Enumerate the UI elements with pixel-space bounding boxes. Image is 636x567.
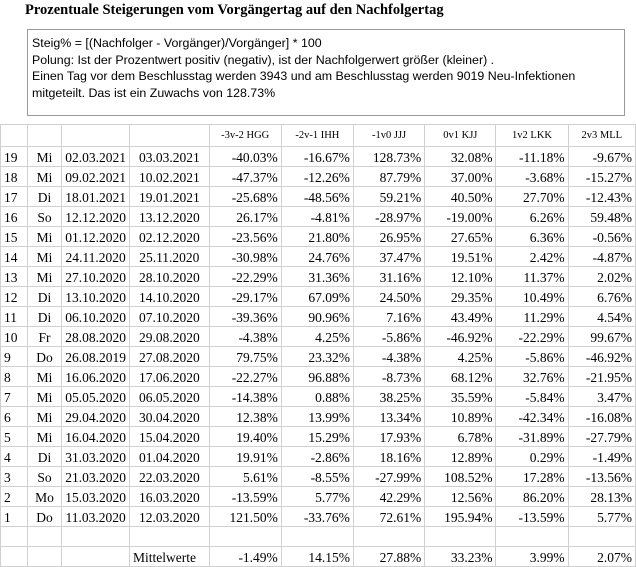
table-cell[interactable]: 30.04.2020	[130, 407, 210, 427]
column-header[interactable]: 2v3 MLL	[568, 125, 635, 147]
note-example-line-1: Einen Tag vor dem Beschlusstag werden 3943 und am Beschlusstag werden 9019 Neu-Infektionen	[32, 69, 576, 83]
table-cell[interactable]: Mittelwerte	[130, 547, 210, 567]
table-cell[interactable]: 18.16%	[353, 447, 424, 467]
table-cell[interactable]: 19.40%	[209, 427, 281, 447]
table-row	[1, 147, 636, 167]
table-cell[interactable]: -16.08%	[568, 407, 635, 427]
table-cell[interactable]: Di	[27, 287, 62, 307]
table-cell[interactable]: 6.36%	[496, 227, 568, 247]
table-cell[interactable]: 79.75%	[209, 347, 281, 367]
table-cell[interactable]: 195.94%	[425, 507, 496, 527]
table-cell[interactable]: -12.26%	[281, 167, 353, 187]
table-cell[interactable]: Mi	[27, 247, 62, 267]
table-cell[interactable]: 02.03.2021	[62, 147, 130, 167]
table-cell[interactable]: 6.26%	[496, 207, 568, 227]
table-cell[interactable]: -46.92%	[568, 347, 635, 367]
table-cell[interactable]: 5	[1, 427, 28, 447]
table-cell[interactable]: -29.17%	[209, 287, 281, 307]
table-cell[interactable]: 14.10.2020	[130, 287, 210, 307]
table-cell[interactable]: -3.68%	[496, 167, 568, 187]
table-cell[interactable]: 27.88%	[353, 547, 424, 567]
table-cell[interactable]: Di	[27, 307, 62, 327]
table-cell[interactable]: 16	[1, 207, 28, 227]
table-cell[interactable]: Mi	[27, 227, 62, 247]
table-cell[interactable]: 4.25%	[425, 347, 496, 367]
table-cell[interactable]: -8.73%	[353, 367, 424, 387]
table-cell[interactable]: 02.12.2020	[130, 227, 210, 247]
table-cell[interactable]: -42.34%	[496, 407, 568, 427]
table-cell[interactable]: Mi	[27, 427, 62, 447]
table-cell[interactable]: -48.56%	[281, 187, 353, 207]
table-cell[interactable]: -9.67%	[568, 147, 635, 167]
column-header[interactable]: -3v-2 HGG	[209, 125, 281, 147]
table-cell[interactable]	[1, 547, 28, 567]
table-cell[interactable]: 06.05.2020	[130, 387, 210, 407]
table-cell[interactable]: 21.03.2020	[62, 467, 130, 487]
table-cell[interactable]: 15.03.2020	[62, 487, 130, 507]
table-cell[interactable]: 90.96%	[281, 307, 353, 327]
table-cell[interactable]: -4.81%	[281, 207, 353, 227]
table-row	[1, 487, 636, 507]
table-cell[interactable]: -1.49%	[209, 547, 281, 567]
table-cell[interactable]: 17.28%	[496, 467, 568, 487]
table-row	[1, 327, 636, 347]
table-cell[interactable]: -5.84%	[496, 387, 568, 407]
note-example-line-2: mitgeteilt. Das ist ein Zuwachs von 128.73%	[32, 85, 276, 100]
table-cell[interactable]: 27.08.2020	[130, 347, 210, 367]
table-cell[interactable]: 24.50%	[353, 287, 424, 307]
table-cell[interactable]: -14.38%	[209, 387, 281, 407]
table-cell[interactable]: 11	[1, 307, 28, 327]
table-cell[interactable]: 40.50%	[425, 187, 496, 207]
table-cell[interactable]: 8	[1, 367, 28, 387]
table-cell[interactable]: So	[27, 207, 62, 227]
table-cell[interactable]: -5.86%	[353, 327, 424, 347]
table-cell[interactable]: -22.29%	[209, 267, 281, 287]
table-cell[interactable]: Mi	[27, 387, 62, 407]
column-header[interactable]: 1v2 LKK	[496, 125, 568, 147]
table-cell[interactable]: 26.95%	[353, 227, 424, 247]
table-cell[interactable]: 1	[1, 507, 28, 527]
table-cell[interactable]: 6.76%	[568, 287, 635, 307]
table-cell[interactable]: 16.06.2020	[62, 367, 130, 387]
table-cell[interactable]: 10.49%	[496, 287, 568, 307]
table-cell[interactable]: 31.16%	[353, 267, 424, 287]
note-polarity: Polung: Ist der Prozentwert positiv (negativ), ist der Nachfolgerwert größer (kleiner) .	[32, 52, 495, 67]
table-cell[interactable]: 19.51%	[425, 247, 496, 267]
note-formula: Steig% = [(Nachfolger - Vorgänger)/Vorgänger] * 100	[32, 36, 322, 50]
table-cell[interactable]: 3.47%	[568, 387, 635, 407]
table-cell[interactable]: Do	[27, 347, 62, 367]
table-row	[1, 347, 636, 367]
table-row	[1, 507, 636, 527]
table-cell[interactable]: 12.12.2020	[62, 207, 130, 227]
table-cell[interactable]	[130, 527, 210, 547]
table-row	[1, 247, 636, 267]
table-cell[interactable]: 5.77%	[281, 487, 353, 507]
table-cell[interactable]: 37.00%	[425, 167, 496, 187]
table-cell[interactable]: 128.73%	[353, 147, 424, 167]
table-cell[interactable]: -13.59%	[209, 487, 281, 507]
table-cell[interactable]: 11.37%	[496, 267, 568, 287]
notes-textbox[interactable]	[27, 29, 625, 116]
table-cell[interactable]	[27, 527, 62, 547]
table-cell[interactable]: -15.27%	[568, 167, 635, 187]
table-cell[interactable]: 01.12.2020	[62, 227, 130, 247]
column-header[interactable]: -2v-1 IHH	[281, 125, 353, 147]
table-cell[interactable]: 28.13%	[568, 487, 635, 507]
table-cell[interactable]: -12.43%	[568, 187, 635, 207]
table-cell[interactable]: 2.42%	[496, 247, 568, 267]
table-cell[interactable]: 2.02%	[568, 267, 635, 287]
table-row	[1, 287, 636, 307]
table-cell[interactable]: -1.49%	[568, 447, 635, 467]
table-cell[interactable]: 35.59%	[425, 387, 496, 407]
table-row	[1, 227, 636, 247]
table-cell[interactable]: Mi	[27, 367, 62, 387]
table-cell[interactable]	[281, 527, 353, 547]
table-cell[interactable]: 12.03.2020	[130, 507, 210, 527]
table-cell[interactable]: 21.80%	[281, 227, 353, 247]
table-row	[1, 367, 636, 387]
table-row	[1, 467, 636, 487]
table-cell[interactable]: Mi	[27, 147, 62, 167]
table-cell[interactable]: 05.05.2020	[62, 387, 130, 407]
table-cell[interactable]: 68.12%	[425, 367, 496, 387]
table-cell[interactable]: 13.34%	[353, 407, 424, 427]
table-cell[interactable]: -13.59%	[496, 507, 568, 527]
table-cell[interactable]: 99.67%	[568, 327, 635, 347]
table-cell[interactable]: 10.02.2021	[130, 167, 210, 187]
header-row	[1, 125, 636, 147]
table-cell[interactable]: -0.56%	[568, 227, 635, 247]
table-cell[interactable]: -21.95%	[568, 367, 635, 387]
table-cell[interactable]: -4.87%	[568, 247, 635, 267]
table-cell[interactable]: 4.25%	[281, 327, 353, 347]
table-cell[interactable]: 14.15%	[281, 547, 353, 567]
table-cell[interactable]: 9	[1, 347, 28, 367]
table-cell[interactable]: 24.76%	[281, 247, 353, 267]
table-cell[interactable]	[568, 527, 635, 547]
table-cell[interactable]: 67.09%	[281, 287, 353, 307]
table-cell[interactable]: Mo	[27, 487, 62, 507]
table-cell[interactable]: Di	[27, 447, 62, 467]
table-cell[interactable]: 29.35%	[425, 287, 496, 307]
table-cell[interactable]: 5.61%	[209, 467, 281, 487]
table-cell[interactable]: Di	[27, 187, 62, 207]
table-cell[interactable]: 29.08.2020	[130, 327, 210, 347]
table-cell[interactable]: 03.03.2021	[130, 147, 210, 167]
table-cell[interactable]: 29.04.2020	[62, 407, 130, 427]
table-cell[interactable]: 3.99%	[496, 547, 568, 567]
averages-row	[1, 547, 636, 567]
table-cell[interactable]: 32.76%	[496, 367, 568, 387]
table-cell[interactable]: -8.55%	[281, 467, 353, 487]
table-cell[interactable]	[425, 527, 496, 547]
table-cell[interactable]: 6.78%	[425, 427, 496, 447]
table-cell[interactable]: -27.99%	[353, 467, 424, 487]
table-cell[interactable]: 13.12.2020	[130, 207, 210, 227]
table-row	[1, 187, 636, 207]
table-cell[interactable]: -47.37%	[209, 167, 281, 187]
column-header[interactable]: 0v1 KJJ	[425, 125, 496, 147]
table-cell[interactable]: -13.56%	[568, 467, 635, 487]
table-cell[interactable]: 22.03.2020	[130, 467, 210, 487]
table-cell[interactable]: 19	[1, 147, 28, 167]
table-cell[interactable]: 7.16%	[353, 307, 424, 327]
table-cell[interactable]: 26.08.2019	[62, 347, 130, 367]
table-cell[interactable]: 108.52%	[425, 467, 496, 487]
table-cell[interactable]: 10	[1, 327, 28, 347]
table-cell[interactable]: Fr	[27, 327, 62, 347]
table-cell[interactable]: 86.20%	[496, 487, 568, 507]
table-cell[interactable]: -4.38%	[353, 347, 424, 367]
table-cell[interactable]: -22.29%	[496, 327, 568, 347]
table-cell[interactable]	[353, 527, 424, 547]
table-cell[interactable]: -27.79%	[568, 427, 635, 447]
table-cell[interactable]: 15	[1, 227, 28, 247]
table-cell[interactable]: 15.04.2020	[130, 427, 210, 447]
table-row	[1, 267, 636, 287]
table-cell[interactable]: -2.86%	[281, 447, 353, 467]
cell[interactable]	[130, 125, 210, 147]
table-cell[interactable]: 0.29%	[496, 447, 568, 467]
table-row	[1, 167, 636, 187]
table-cell[interactable]: 16.04.2020	[62, 427, 130, 447]
table-row	[1, 207, 636, 227]
column-header[interactable]: -1v0 JJJ	[353, 125, 424, 147]
table-cell[interactable]: 59.48%	[568, 207, 635, 227]
table-cell[interactable]: So	[27, 467, 62, 487]
table-cell[interactable]: 4.54%	[568, 307, 635, 327]
table-cell[interactable]: 25.11.2020	[130, 247, 210, 267]
table-row	[1, 407, 636, 427]
table-cell[interactable]: 24.11.2020	[62, 247, 130, 267]
table-cell[interactable]: 10.89%	[425, 407, 496, 427]
table-cell[interactable]: 12.38%	[209, 407, 281, 427]
table-cell[interactable]: 2	[1, 487, 28, 507]
table-cell[interactable]: -40.03%	[209, 147, 281, 167]
table-cell[interactable]: -46.92%	[425, 327, 496, 347]
table-cell[interactable]: 33.23%	[425, 547, 496, 567]
table-cell[interactable]: 2.07%	[568, 547, 635, 567]
sheet-title: Prozentuale Steigerungen vom Vorgängertag auf den Nachfolgertag	[25, 2, 444, 18]
table-row	[1, 307, 636, 327]
table-cell[interactable]: -11.18%	[496, 147, 568, 167]
table-cell[interactable]: 12.56%	[425, 487, 496, 507]
table-cell[interactable]: 13	[1, 267, 28, 287]
table-cell[interactable]: 17.93%	[353, 427, 424, 447]
table-cell[interactable]: -25.68%	[209, 187, 281, 207]
table-cell[interactable]: 12.10%	[425, 267, 496, 287]
table-cell[interactable]: -4.38%	[209, 327, 281, 347]
table-cell[interactable]: 16.03.2020	[130, 487, 210, 507]
table-cell[interactable]: 19.91%	[209, 447, 281, 467]
cell[interactable]	[62, 125, 130, 147]
table-cell[interactable]: 43.49%	[425, 307, 496, 327]
table-cell[interactable]: 96.88%	[281, 367, 353, 387]
table-cell[interactable]: -19.00%	[425, 207, 496, 227]
table-cell[interactable]: -16.67%	[281, 147, 353, 167]
table-cell[interactable]: 23.32%	[281, 347, 353, 367]
table-cell[interactable]: 07.10.2020	[130, 307, 210, 327]
table-cell[interactable]: 17.06.2020	[130, 367, 210, 387]
table-row	[1, 387, 636, 407]
table-cell[interactable]: 7	[1, 387, 28, 407]
table-cell[interactable]: 38.25%	[353, 387, 424, 407]
table-cell[interactable]: 3	[1, 467, 28, 487]
table-cell[interactable]: 72.61%	[353, 507, 424, 527]
table-cell[interactable]: 13.10.2020	[62, 287, 130, 307]
table-cell[interactable]: 87.79%	[353, 167, 424, 187]
table-cell[interactable]: 11.29%	[496, 307, 568, 327]
table-cell[interactable]: 31.36%	[281, 267, 353, 287]
table-cell[interactable]: 121.50%	[209, 507, 281, 527]
table-cell[interactable]: 28.08.2020	[62, 327, 130, 347]
table-cell[interactable]: 12.89%	[425, 447, 496, 467]
table-cell[interactable]: 11.03.2020	[62, 507, 130, 527]
table-cell[interactable]	[1, 527, 28, 547]
table-row	[1, 427, 636, 447]
table-cell[interactable]: 5.77%	[568, 507, 635, 527]
table-cell[interactable]: -33.76%	[281, 507, 353, 527]
table-cell[interactable]: 13.99%	[281, 407, 353, 427]
table-cell[interactable]: 06.10.2020	[62, 307, 130, 327]
table-cell[interactable]: 26.17%	[209, 207, 281, 227]
cell[interactable]	[1, 125, 28, 147]
table-cell[interactable]: 17	[1, 187, 28, 207]
table-cell[interactable]: 28.10.2020	[130, 267, 210, 287]
table-cell[interactable]	[209, 527, 281, 547]
table-cell[interactable]: 4	[1, 447, 28, 467]
cell[interactable]	[27, 125, 62, 147]
table-cell[interactable]: 37.47%	[353, 247, 424, 267]
table-cell[interactable]: 0.88%	[281, 387, 353, 407]
table-cell[interactable]: Mi	[27, 267, 62, 287]
table-cell[interactable]: -22.27%	[209, 367, 281, 387]
table-cell[interactable]: Mi	[27, 167, 62, 187]
table-cell[interactable]: 15.29%	[281, 427, 353, 447]
table-cell[interactable]: 12	[1, 287, 28, 307]
table-cell[interactable]: 27.70%	[496, 187, 568, 207]
empty-row	[1, 527, 636, 547]
table-row	[1, 447, 636, 467]
table-cell[interactable]	[27, 547, 62, 567]
table-cell[interactable]	[62, 527, 130, 547]
table-cell[interactable]: 19.01.2021	[130, 187, 210, 207]
table-cell[interactable]: 31.03.2020	[62, 447, 130, 467]
table-cell[interactable]: -39.36%	[209, 307, 281, 327]
table-cell[interactable]: 59.21%	[353, 187, 424, 207]
table-cell[interactable]	[496, 527, 568, 547]
table-cell[interactable]: 18.01.2021	[62, 187, 130, 207]
table-cell[interactable]: 18	[1, 167, 28, 187]
table-cell[interactable]: -31.89%	[496, 427, 568, 447]
table-cell[interactable]: -28.97%	[353, 207, 424, 227]
table-cell[interactable]: -30.98%	[209, 247, 281, 267]
table-cell[interactable]: 01.04.2020	[130, 447, 210, 467]
table-cell[interactable]: Mi	[27, 407, 62, 427]
table-cell[interactable]: 32.08%	[425, 147, 496, 167]
table-cell[interactable]: -5.86%	[496, 347, 568, 367]
table-cell[interactable]: 14	[1, 247, 28, 267]
table-cell[interactable]: 27.65%	[425, 227, 496, 247]
table-cell[interactable]: 09.02.2021	[62, 167, 130, 187]
table-cell[interactable]: 6	[1, 407, 28, 427]
table-cell[interactable]: 42.29%	[353, 487, 424, 507]
data-table	[0, 124, 636, 567]
table-cell[interactable]: Do	[27, 507, 62, 527]
table-cell[interactable]	[62, 547, 130, 567]
table-cell[interactable]: -23.56%	[209, 227, 281, 247]
table-cell[interactable]: 27.10.2020	[62, 267, 130, 287]
